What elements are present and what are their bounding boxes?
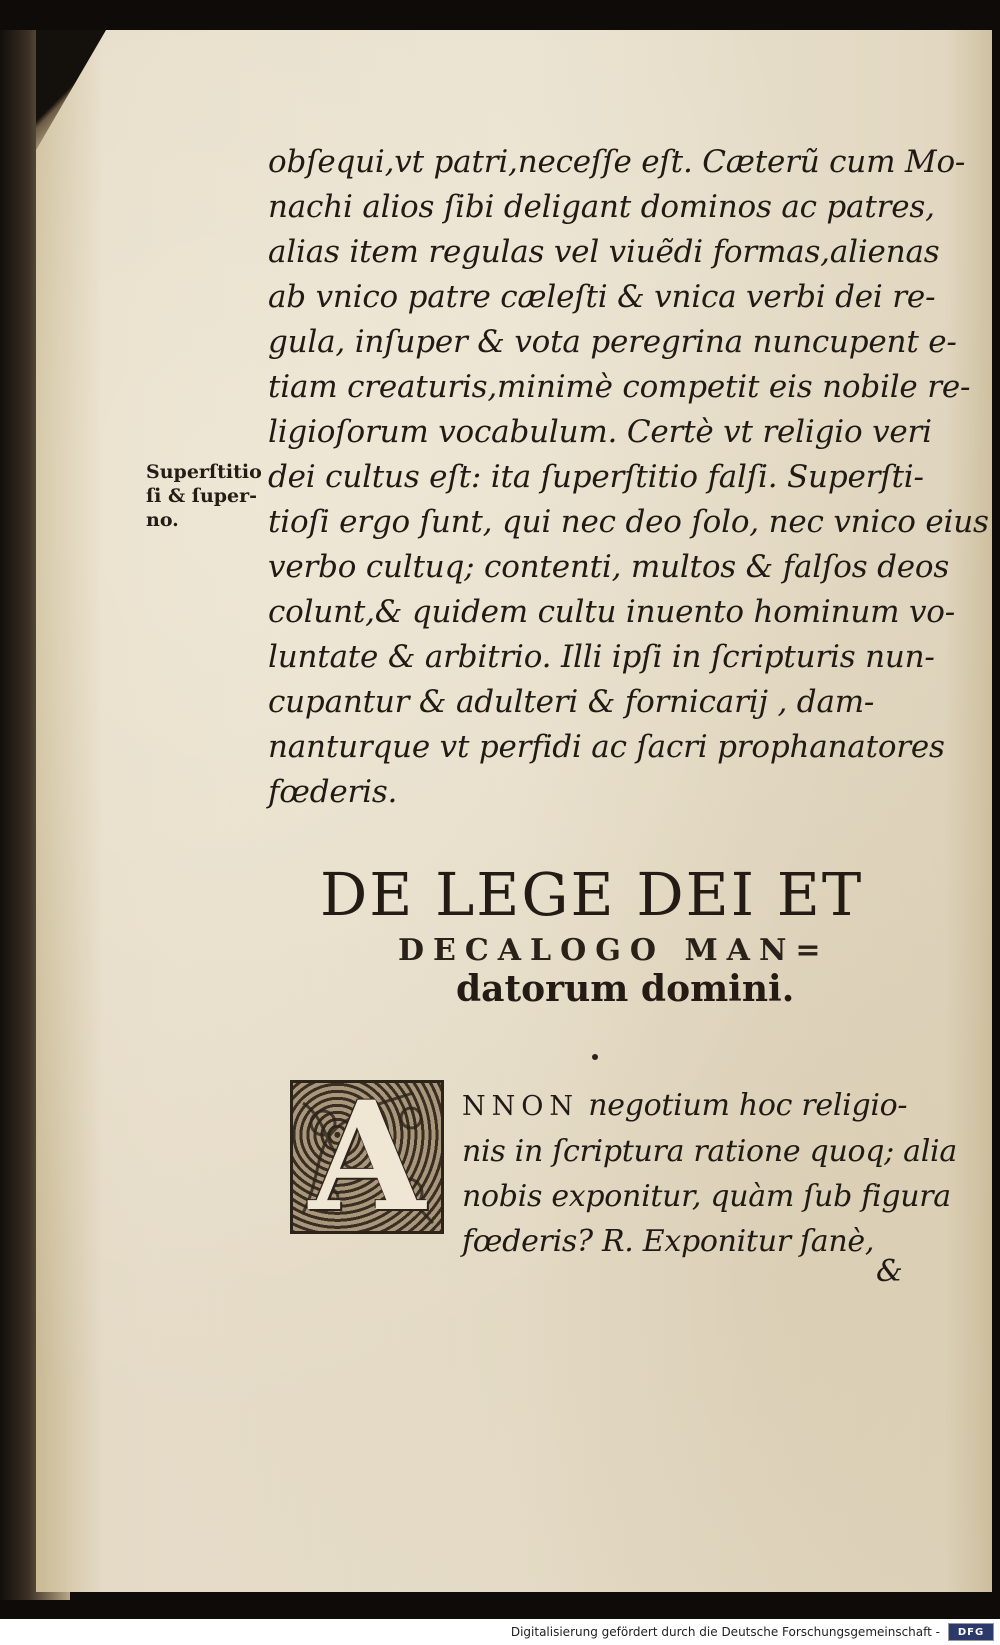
catchword: & <box>876 1254 903 1289</box>
section-subtitle-lower: datorum domini. <box>456 968 795 1010</box>
text-line: fœderis. <box>268 774 398 810</box>
text-line: ab vnico patre cæleſti & vnica verbi dei re- <box>268 279 936 315</box>
paragraph-line: fœderis? R. Exponitur ſanè, <box>462 1224 875 1259</box>
marginal-note <box>146 460 276 532</box>
section-title: DE LEGE DEI ET <box>320 860 864 929</box>
text-line: nanturque vt perfidi ac ſacri prophanatores <box>268 729 945 765</box>
initial-letter: A <box>308 1069 426 1245</box>
text-line: colunt,& quidem cultu inuento hominum vo- <box>268 594 956 630</box>
text-line: luntate & arbitrio. Illi ipſi in ſcripturis nun- <box>268 639 935 675</box>
main-text-block <box>268 140 989 815</box>
paragraph-line-rest: negotium hoc religio- <box>579 1088 908 1123</box>
paragraph-line: nis in ſcriptura ratione quoq; alia <box>462 1134 957 1169</box>
digitization-credit: Digitalisierung gefördert durch die Deutsche Forschungsgemeinschaft - <box>510 1625 940 1639</box>
text-line: nachi alios ſibi deligant dominos ac patres, <box>268 189 935 225</box>
marginal-note-line: no. <box>146 509 179 531</box>
text-line: verbo cultuq; contenti, multos & falſos deos <box>268 549 950 585</box>
text-line: dei cultus eſt: ita ſuperſtitio falſi. Superſti- <box>268 459 924 495</box>
marginal-note-line: ſi & ſuper- <box>146 485 258 507</box>
text-line: ligioſorum vocabulum. Certè vt religio veri <box>268 414 932 450</box>
text-line: cupantur & adulteri & fornicarij , dam- <box>268 684 875 720</box>
text-line: alias item regulas vel viuẽdi formas,alienas <box>268 234 940 270</box>
dfg-logo[interactable]: DFG <box>948 1623 994 1641</box>
text-line: tioſi ergo ſunt, qui nec deo ſolo, nec vnico eius <box>268 504 989 540</box>
opening-caps: NNON <box>462 1091 580 1122</box>
section-subtitle: DECALOGO MAN= <box>398 933 830 968</box>
marginal-note-line: Superſtitio <box>146 461 262 483</box>
paragraph-line: nobis exponitur, quàm ſub figura <box>462 1179 951 1214</box>
decorated-initial <box>290 1069 444 1245</box>
paragraph-line <box>462 1083 932 1129</box>
footer-bar <box>0 1619 1000 1645</box>
text-line: obſequi,vt patri,neceſſe eſt. Cæterũ cum Mo- <box>268 144 966 180</box>
ornament-dot <box>592 1054 598 1060</box>
text-line: tiam creaturis,minimè competit eis nobile re- <box>268 369 971 405</box>
text-line: gula, inſuper & vota peregrina nuncupent e- <box>268 324 957 360</box>
paragraph-text <box>462 1083 957 1264</box>
